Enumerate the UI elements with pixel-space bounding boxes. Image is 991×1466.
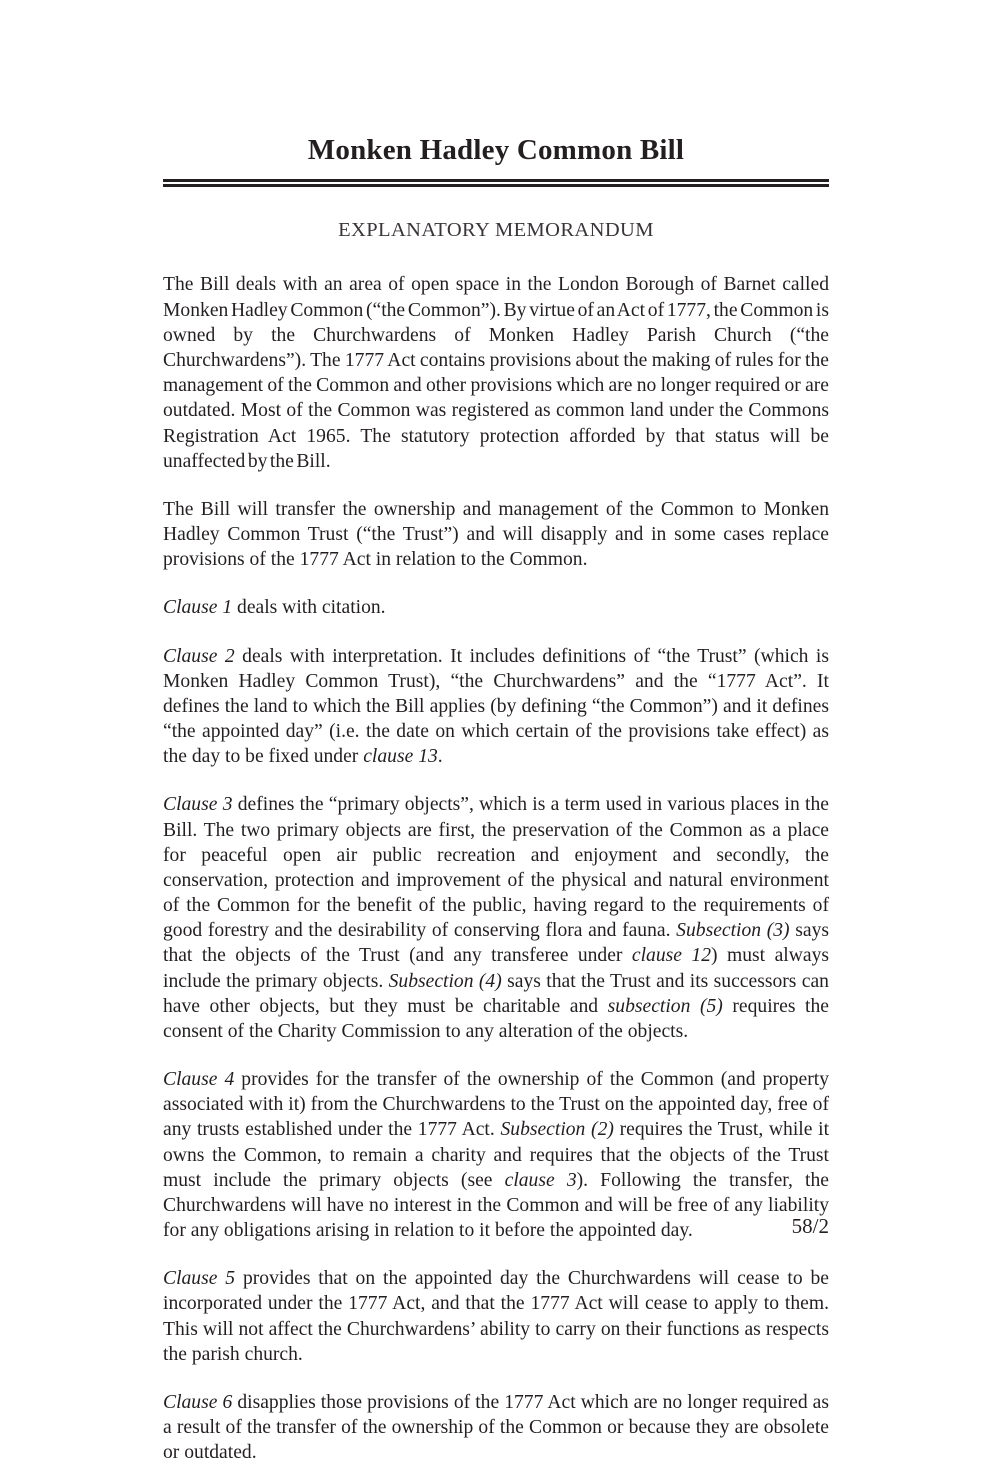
subsection-reference: subsection (5) (607, 995, 723, 1017)
text-run: defines the “primary objects”, which is a term used in various places in the Bill. The two primary objects are first, the preservation of the Common as a place for peaceful open air public recreation and enjoyment and secondly, the conservation, protection and improvement of the physical and natural environment of the Common for the benefit of the public, having regard to the requirements of good forestry and the desirability of conserving flora and fauna. (163, 794, 829, 942)
page-number: 58/2 (791, 1214, 829, 1238)
document-content (163, 0, 829, 1466)
subsection-reference: Subsection (2) (500, 1119, 614, 1141)
text-run: requires the Trust, while it owns the Common, to remain a charity and requires that the objects of the Trust must include the primary objects (see (163, 1119, 830, 1191)
text-run: deals with citation. (232, 597, 386, 619)
text-run: ) must always include the primary objects. (163, 945, 829, 992)
text-run: The Bill will transfer the ownership and management of the Common to Monken Hadley Common Trust (“the Trust”) and will disapply and in some cases replace provisions of the 1777 Act in relation to the Common. (163, 498, 829, 571)
subsection-reference: Subsection (3) (676, 920, 790, 942)
clause-reference: Clause 4 (163, 1069, 235, 1091)
text-run: The Bill deals with an area of open space in the London Borough of Barnet called Monken Hadley Common (“the Common”). By virtue of an Act of 1777, the Common is owned by the Churchwardens of Monken Hadley Parish Church (“the Churchwardens”). The 1777 Act contains provisions about the making of rules for the management of the Common and other provisions which are no longer required or are outdated. Most of the Common was registered as common land under the Commons Registration Act 1965. The statutory protection afforded by that status will be unaffected by the Bill. (163, 274, 829, 472)
paragraph-clause-6 (163, 1390, 829, 1466)
text-run: disapplies those provisions of the 1777 Act which are no longer required as a result of the transfer of the ownership of the Common or because they are obsolete or outdated. (163, 1392, 829, 1464)
clause-reference: Clause 6 (163, 1392, 233, 1413)
clause-reference: clause 12 (631, 945, 712, 967)
clause-reference: clause 13 (363, 746, 438, 768)
paragraph-intro-2 (163, 497, 829, 573)
memorandum-body (163, 242, 829, 1465)
paragraph-clause-1 (163, 595, 829, 620)
text-run: ). Following the transfer, the Churchwardens will have no interest in the Common and will be free of any liability for any obligations arising in relation to it before the appointed day. (163, 1169, 829, 1242)
page-title: Monken Hadley Common Bill (307, 134, 685, 166)
paragraph-clause-2 (163, 644, 829, 770)
text-run: deals with interpretation. It includes definitions of “the Trust” (which is Monken Hadley Common Trust), “the Churchwardens” and the “1777 Act”. It defines the land to which the Bill applies (by defining “the Common”) and it defines “the appointed day” (i.e. the date on which certain of the provisions take effect) as the day to be fixed under (163, 645, 829, 768)
text-run: says that the Trust and its successors can have other objects, but they must be charitable and (163, 970, 829, 1017)
text-run: . (437, 746, 443, 768)
clause-reference: Clause 1 (163, 597, 233, 619)
paragraph-clause-5 (163, 1266, 829, 1367)
paragraph-clause-3 (163, 792, 829, 1044)
text-run: provides for the transfer of the ownership of the Common (and property associated with it) from the Churchwardens to the Trust on the appointed day, free of any trusts established under the 1777 Act. (163, 1069, 829, 1141)
paragraph-intro-1 (163, 272, 829, 473)
clause-reference: Clause 5 (163, 1268, 236, 1290)
text-run: requires the consent of the Charity Commission to any alteration of the objects. (163, 995, 829, 1042)
text-run: says that the objects of the Trust (and any transferee under (163, 920, 829, 967)
title-double-rule (163, 179, 829, 187)
clause-reference: clause 3 (504, 1169, 577, 1191)
text-run: provides that on the appointed day the Churchwardens will cease to be incorporated under the 1777 Act, and that the 1777 Act will cease to apply to them. This will not affect the Churchwardens’ ability to carry on their functions as respects the parish church. (163, 1268, 829, 1365)
section-heading: EXPLANATORY MEMORANDUM (338, 219, 654, 242)
clause-reference: Clause 3 (163, 794, 233, 816)
clause-reference: Clause 2 (163, 645, 235, 667)
subsection-reference: Subsection (4) (388, 970, 502, 992)
